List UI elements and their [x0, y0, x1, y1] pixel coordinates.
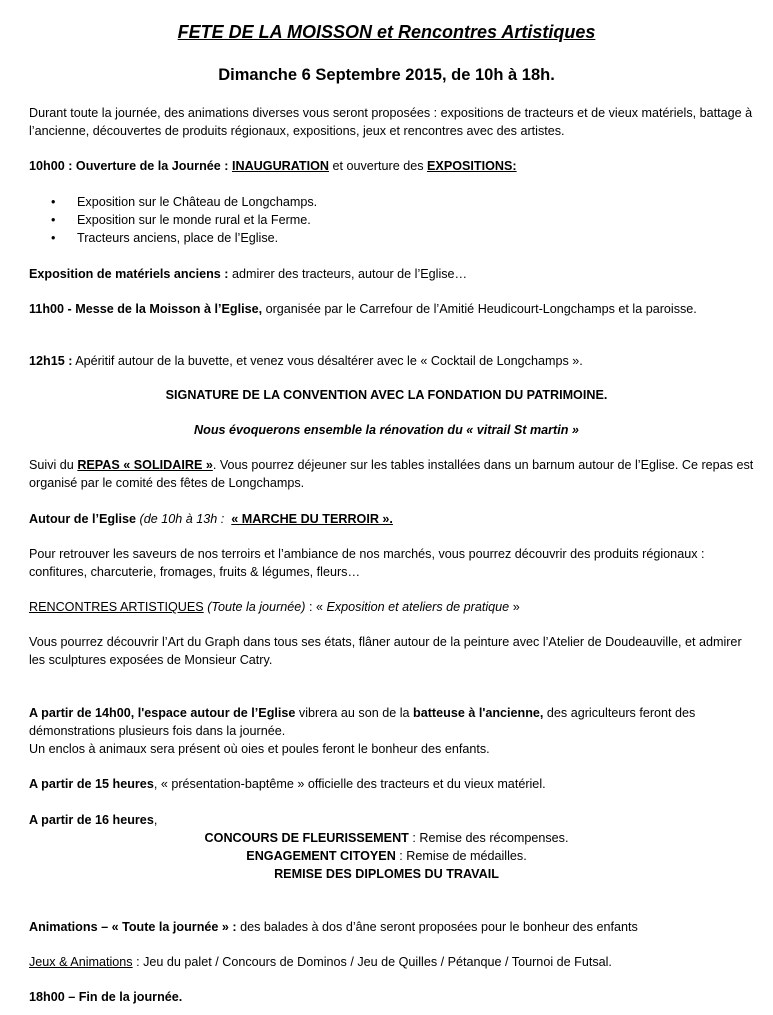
list-item: • Exposition sur le monde rural et la Ferme. [29, 211, 754, 229]
animal-enclosure-line: Un enclos à animaux sera présent où oies et poules feront le bonheur des enfants. [29, 742, 490, 756]
afternoon-paragraph: A partir de 14h00, l'espace autour de l’Eglise vibrera au son de la batteuse à l'ancienne, des agriculteurs feront des démonstrations plusieurs fois dans la journée. Un enclos à animaux sera présent où oies et poules feront le bonheur des enfants. [29, 704, 754, 758]
materials-text: admirer des tracteurs, autour de l’Eglise… [228, 267, 468, 281]
materials-bold: Exposition de matériels anciens : [29, 267, 229, 281]
aperitif-line [29, 352, 754, 370]
fifteen-hours-line: A partir de 15 heures, « présentation-baptême » officielle des tracteurs et du vieux matériel. [29, 777, 546, 791]
sixteen-hours-line: A partir de 16 heures, [29, 813, 158, 827]
games-label: Jeux & Animations [29, 955, 133, 969]
terroir-description: Pour retrouver les saveurs de nos terroirs et l’ambiance de nos marchés, vous pourrez découvrir des produits régionaux : confitures, charcuterie, fromages, fruits & légumes, fleurs… [29, 547, 705, 579]
games-line: Jeux & Animations : Jeu du palet / Concours de Dominos / Jeu de Quilles / Pétanque / Tournoi de Futsal. [29, 955, 612, 969]
opening-mid: et ouverture des [329, 159, 428, 173]
document-title: FETE DE LA MOISSON et Rencontres Artistiques [177, 22, 596, 42]
rencontres-description: Vous pourrez découvrir l’Art du Graph dans tous ses états, flâner autour de la peinture avec l’Atelier de Doudeauville, et admirer les sculptures exposées de Monsieur Catry. [29, 635, 742, 667]
mass-line [29, 300, 754, 318]
repas-label: REPAS « SOLIDAIRE » [77, 458, 213, 472]
aperitif-text: Apéritif autour de la buvette, et venez vous désaltérer avec le « Cocktail de Longchamps ». [72, 354, 583, 368]
inauguration-label: INAUGURATION [231, 159, 329, 173]
list-item: • Tracteurs anciens, place de l’Eglise. [29, 229, 754, 247]
opening-time: 10h00 : Ouverture de la Journée : [29, 159, 232, 173]
exhibition-list [29, 193, 754, 247]
terroir-marche: « MARCHE DU TERROIR ». [231, 512, 393, 526]
vitrail-line: Nous évoquerons ensemble la rénovation du « vitrail St martin » [194, 423, 579, 437]
terroir-bold: Autour de l’Eglise [29, 512, 137, 526]
end-of-day-line: 18h00 – Fin de la journée. [29, 990, 183, 1004]
repas-text: . Vous pourrez déjeuner sur les tables installées dans un barnum autour de l’Eglise. Ce repas est organisé par le comité des fêtes de Longchamps. [29, 458, 754, 490]
aperitif-time: 12h15 : [29, 354, 73, 368]
repas-paragraph [29, 456, 754, 492]
mass-text: organisée par le Carrefour de l’Amitié Heudicourt-Longchamps et la paroisse. [262, 302, 697, 316]
list-item: • Exposition sur le Château de Longchamps. [29, 193, 754, 211]
mass-bold: 11h00 - Messe de la Moisson à l’Eglise, [29, 302, 263, 316]
award-ceremonies: CONCOURS DE FLEURISSEMENT : Remise des récompenses. ENGAGEMENT CITOYEN : Remise de médailles. REMISE DES DIPLOMES DU TRAVAIL [204, 831, 569, 881]
terroir-hours: (de 10h à 13h : [136, 512, 225, 526]
expositions-label: EXPOSITIONS: [427, 159, 517, 173]
event-date: Dimanche 6 Septembre 2015, de 10h à 18h. [218, 66, 555, 84]
materials-line [29, 265, 754, 283]
rencontres-label: RENCONTRES ARTISTIQUES [29, 600, 204, 614]
opening-line [29, 157, 754, 175]
animations-line: Animations – « Toute la journée » : des balades à dos d’âne seront proposées pour le bonheur des enfants [29, 920, 638, 934]
intro-paragraph: Durant toute la journée, des animations diverses vous seront proposées : expositions de tracteurs et de vieux matériels, battage à l’ancienne, découvertes de produits régionaux, expositions, jeux et rencontres avec des artistes. [29, 106, 753, 138]
rencontres-line: RENCONTRES ARTISTIQUES (Toute la journée) : « Exposition et ateliers de pratique » [29, 600, 520, 614]
terroir-line [29, 510, 754, 528]
signature-heading: SIGNATURE DE LA CONVENTION AVEC LA FONDATION DU PATRIMOINE. [165, 388, 608, 402]
repas-pre: Suivi du [29, 458, 78, 472]
